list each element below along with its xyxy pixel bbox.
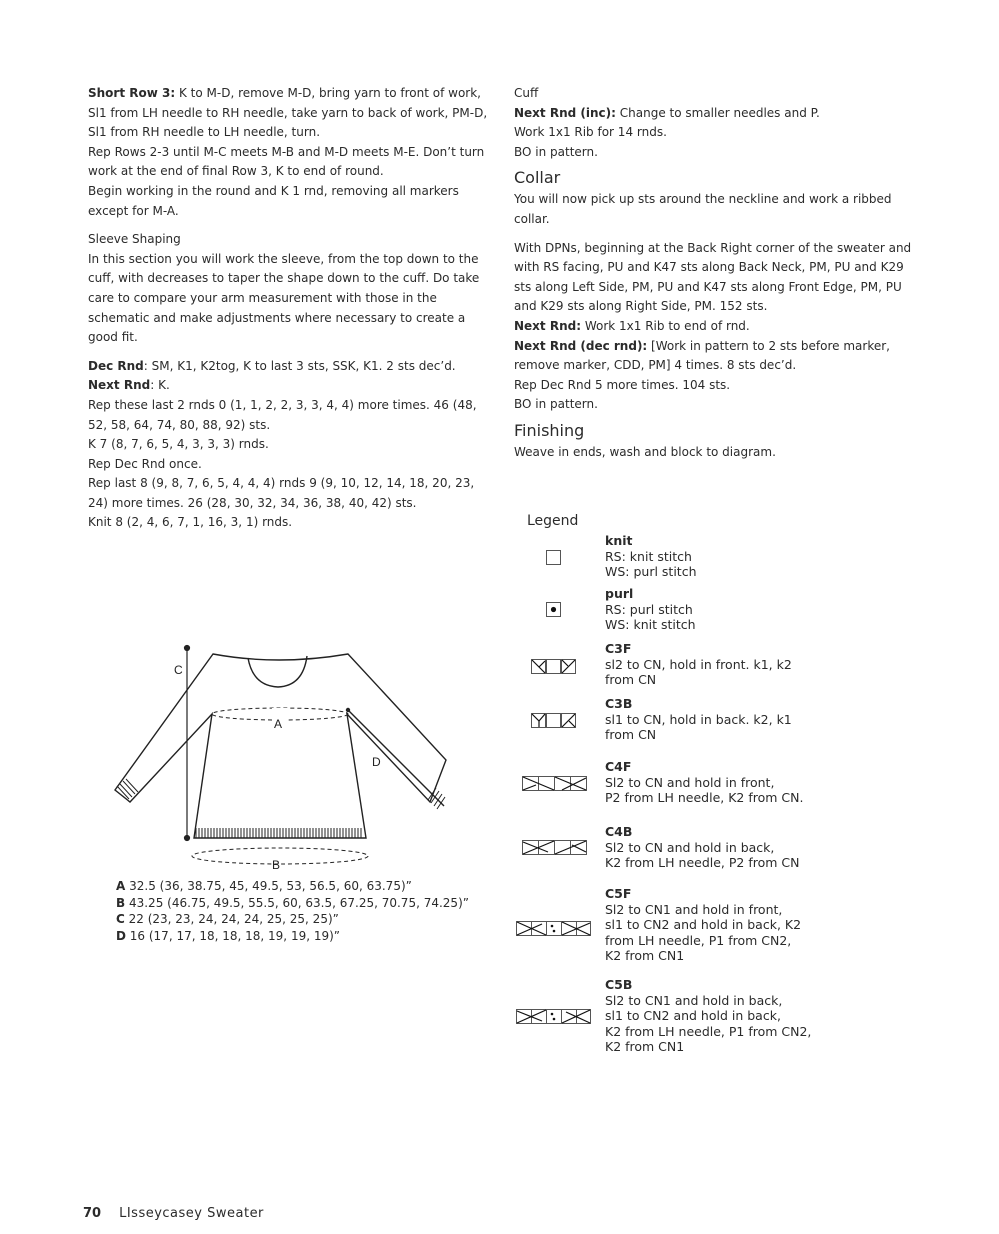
legend-item-c3b: C3B sl1 to CN, hold in back. k2, k1 from CN [605,696,792,742]
c3b-cable-icon [531,713,577,729]
legend-item-knit: knit RS: knit stitch WS: purl stitch [605,533,697,579]
collar-dec-label: Next Rnd (dec rnd): [514,338,648,353]
c4f-cable-icon [522,776,588,792]
label-c: C [174,663,183,677]
dec-rnd-label: Dec Rnd [88,358,144,373]
measurement-d: D 16 (17, 17, 18, 18, 18, 19, 19, 19)” [116,928,341,943]
legend-item-purl: purl RS: purl stitch WS: knit stitch [605,586,696,632]
legend-item-c3f: C3F sl2 to CN, hold in front. k1, k2 from CN [605,641,792,687]
left-column [88,84,490,533]
collar-next-text: Work 1x1 Rib to end of rnd. [581,318,750,333]
next-rnd-text: : K. [150,378,170,393]
page-footer [83,1206,264,1221]
k7-rnds: K 7 (8, 7, 6, 5, 4, 3, 3, 3) rnds. [88,437,269,452]
footer-title: LIsseycasey Sweater [119,1206,264,1221]
short-row-3-label: Short Row 3: [88,86,176,100]
cuff-next-text: Change to smaller needles and P. [615,105,820,120]
collar-heading: Collar [514,168,561,188]
knit-8: Knit 8 (2, 4, 6, 7, 1, 16, 3, 1) rnds. [88,515,293,530]
collar-next-rnd [514,317,914,337]
next-rnd-label: Next Rnd [88,378,151,393]
collar-dec-rnd [514,337,914,376]
legend-title: Legend [527,513,579,529]
hem-ribbing [117,779,445,838]
label-a: A [274,717,283,731]
collar-dpn: With DPNs, beginning at the Back Right corner of the sweater and with RS facing, PU and K47 sts along Back Neck, PM, PU and K29 sts along Left Side, PM, PU and K47 sts along Front Edge, PM, PU and K29 sts along Right Side, PM. 152 sts. [514,240,912,314]
collar-intro: You will now pick up sts around the neckline and work a ribbed collar. [514,192,892,226]
collar-dec-text: [Work in pattern to 2 sts before marker, remove marker, CDD, PM] 4 times. 8 sts dec’d. [514,338,890,373]
label-d: D [372,755,381,769]
cuff-rib: Work 1x1 Rib for 14 rnds. [514,125,667,140]
c3f-cable-icon [531,659,577,675]
sleeve-intro: In this section you will work the sleeve, from the top down to the cuff, with decreases to taper the shape down to the cuff. Do take care to compare your arm measurement with those in the schematic and make adjustments where necessary to create a good fit. [88,251,480,345]
collar-next-label: Next Rnd: [514,318,582,333]
measurement-a: A 32.5 (36, 38.75, 45, 49.5, 53, 56.5, 60, 63.75)” [116,879,412,893]
measurement-c: C 22 (23, 23, 24, 24, 24, 25, 25, 25)” [116,912,339,926]
cuff-bo: BO in pattern. [514,144,598,159]
sleeve-shaping-heading: Sleeve Shaping [88,232,181,247]
sweater-schematic [108,638,458,878]
cuff-heading: Cuff [514,86,539,100]
purl-symbol-icon [546,602,562,618]
knit-symbol-icon [546,550,562,566]
measurements-list [116,878,469,944]
cuff-next-label: Next Rnd (inc): [514,105,616,120]
c5f-cable-icon [516,921,592,937]
sleeve-measure-line [348,710,444,806]
dec-rnd [88,357,490,377]
legend-item-c5b: C5B Sl2 to CN1 and hold in back, sl1 to CN2 and hold in back, K2 from LH needle, P1 from CN2, K2 from CN1 [605,977,812,1054]
page-number: 70 [83,1206,102,1221]
c5b-cable-icon [516,1009,592,1025]
finishing-heading: Finishing [514,420,585,440]
dec-rnd-text: : SM, K1, K2tog, K to last 3 sts, SSK, K1. 2 sts dec’d. [143,358,456,373]
next-rnd [88,376,490,396]
legend-item-c5f: C5F Sl2 to CN1 and hold in front, sl1 to CN2 and hold in back, K2 from LH needle, P1 from CN2, K2 from CN1 [605,886,802,963]
rep-last-2: Rep these last 2 rnds 0 (1, 1, 2, 2, 3, 3, 4, 4) more times. 46 (48, 52, 58, 64, 74, 80, 88, 92) sts. [88,397,477,432]
cuff-next-rnd [514,104,914,124]
short-row-3-text: K to M-D, remove M-D, bring yarn to front of work, Sl1 from LH needle to RH needle, take yarn to back of work, PM-D, Sl1 from RH needle to LH needle, turn. [88,86,488,140]
begin-round: Begin working in the round and K 1 rnd, removing all markers except for M-A. [88,183,459,218]
short-row-3 [88,84,490,143]
collar-rep: Rep Dec Rnd 5 more times. 104 sts. [514,377,731,392]
rep-rows: Rep Rows 2-3 until M-C meets M-B and M-D meets M-E. Don’t turn work at the end of final Row 3, K to end of round. [88,144,485,179]
collar-bo: BO in pattern. [514,397,598,412]
legend-item-c4b: C4B Sl2 to CN and hold in back, K2 from LH needle, P2 from CN [605,824,800,870]
measurement-b: B 43.25 (46.75, 49.5, 55.5, 60, 63.5, 67.25, 70.75, 74.25)” [116,895,469,910]
legend-item-c4f: C4F Sl2 to CN and hold in front, P2 from LH needle, K2 from CN. [605,759,804,805]
rep-last-8: Rep last 8 (9, 8, 7, 6, 5, 4, 4, 4) rnds 9 (9, 10, 12, 14, 18, 20, 23, 24) more times. 26 (28, 30, 32, 34, 36, 38, 40, 42) sts. [88,476,475,510]
label-b: B [272,858,281,872]
c4b-cable-icon [522,840,588,856]
right-column [514,84,914,463]
rep-dec-once: Rep Dec Rnd once. [88,456,202,471]
finishing-text: Weave in ends, wash and block to diagram. [514,444,776,459]
sweater-outline [115,654,446,838]
